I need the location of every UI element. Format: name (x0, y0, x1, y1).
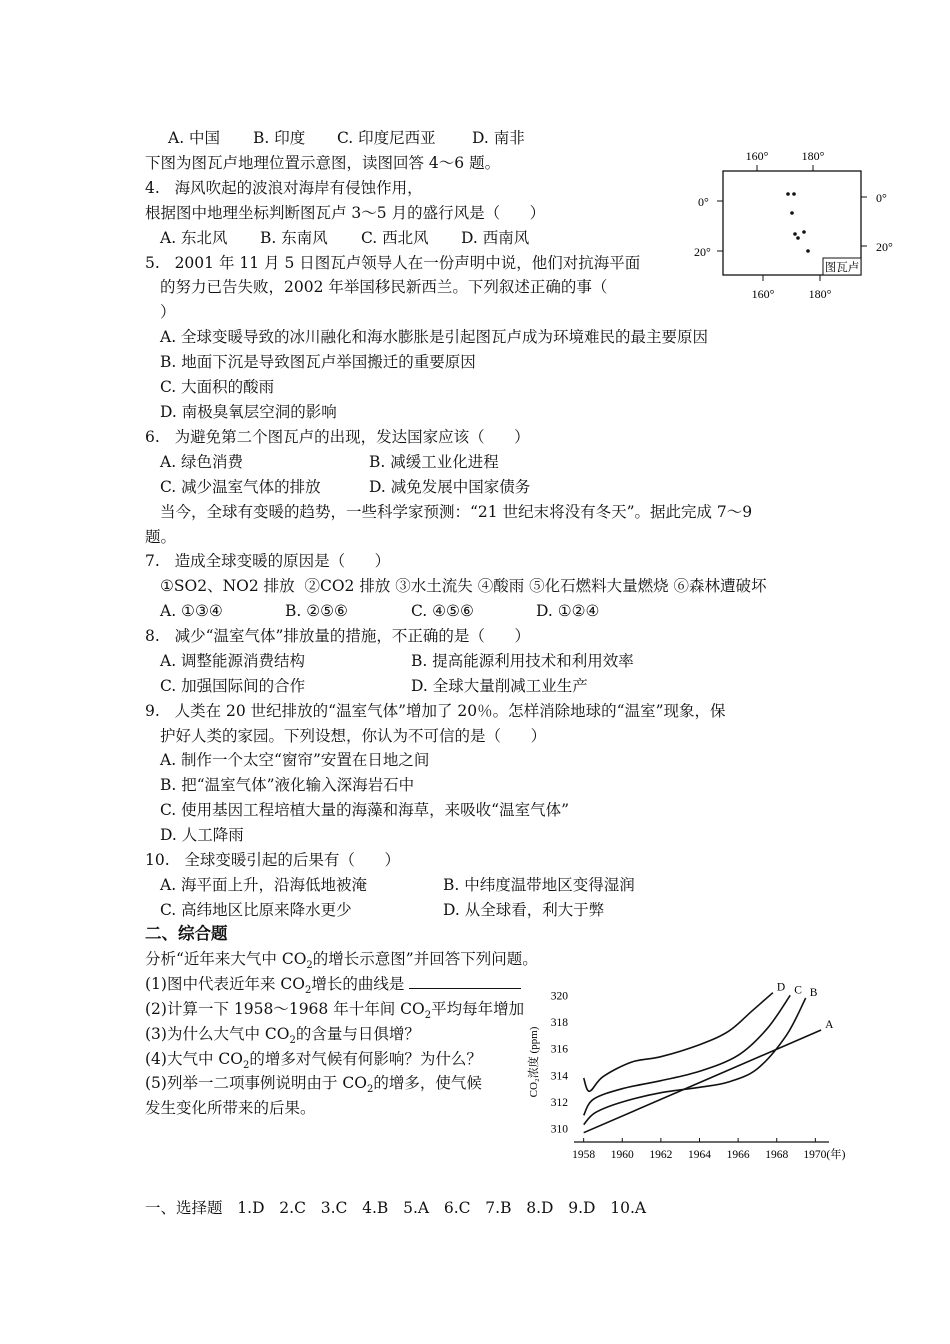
chart-series (584, 993, 821, 1133)
series-line-b (584, 998, 806, 1125)
x-tick-label: 1970(年) (803, 1149, 846, 1161)
island-dot (806, 249, 810, 253)
q3-option-d: D. 南非 (472, 129, 525, 147)
section2-q5: (5)列举一二项事例说明由于 $CO_2$的增多，使气候 (145, 1074, 482, 1096)
q6-option-b: B. 减缓工业化进程 (369, 453, 499, 471)
y-axis-label: CO₂浓度 (ppm) (528, 1026, 540, 1098)
y-tick-label: 314 (550, 1070, 568, 1083)
y-tick-label: 320 (550, 990, 568, 1003)
map-left-label-20: 20° (694, 245, 711, 259)
q6-option-a: A. 绿色消费 (160, 453, 244, 471)
q6-stem: 6. 为避免第二个图瓦卢的出现，发达国家应该（ ） (145, 428, 530, 446)
q5-option-d: D. 南极臭氧层空洞的影响 (160, 403, 337, 421)
map-right-label-20: 20° (876, 240, 893, 254)
q3-option-a: A. 中国 (168, 129, 221, 147)
section2-q2: (2)计算一下 1958～1968 年十年间 $CO_2$平均每年增加 (145, 1000, 525, 1022)
q5-option-c: C. 大面积的酸雨 (160, 378, 275, 396)
q9-option-d: D. 人工降雨 (160, 826, 244, 844)
map-top-label-160: 160° (745, 149, 769, 163)
x-tick-label: 1962 (649, 1149, 673, 1161)
map-bottom-label-180: 180° (808, 287, 832, 301)
q8-option-a: A. 调整能源消费结构 (160, 652, 306, 670)
q5-option-b: B. 地面下沉是导致图瓦卢举国搬迁的重要原因 (160, 353, 476, 371)
q9-line2: 护好人类的家园。下列设想，你认为不可信的是（ ） (160, 727, 547, 745)
section2-q5-line2: 发生变化所带来的后果。 (145, 1099, 316, 1117)
x-tick-label: 1960 (610, 1149, 634, 1161)
q3-option-b: B. 印度 (253, 129, 306, 147)
q10-option-d: D. 从全球看，利大于弊 (443, 901, 605, 919)
intro-7-9-line1: 当今，全球有变暖的趋势，一些科学家预测：“21 世纪末将没有冬天”。据此完成 7～9 (160, 503, 753, 521)
q10-option-b: B. 中纬度温带地区变得湿润 (443, 876, 635, 894)
q7-option-d: D. ①②④ (536, 602, 600, 620)
q9-line1: 9. 人类在 20 世纪排放的“温室气体”增加了 20％。怎样消除地球的“温室”现象，保 (145, 702, 726, 720)
q10-option-c: C. 高纬地区比原来降水更少 (160, 901, 352, 919)
q6-option-c: C. 减少温室气体的排放 (160, 478, 321, 496)
x-tick-label: 1958 (572, 1149, 596, 1161)
section2-q3: (3)为什么大气中 $CO_2$的含量与日俱增？ (145, 1025, 420, 1047)
y-tick-label: 310 (550, 1123, 568, 1136)
island-dot (786, 192, 790, 196)
island-dot (796, 236, 800, 240)
q5-line1: 5. 2001 年 11 月 5 日图瓦卢领导人在一份声明中说，他们对抗海平面 (145, 254, 641, 272)
q10-option-a: A. 海平面上升，沿海低地被淹 (160, 876, 368, 894)
q9-option-c: C. 使用基因工程培植大量的海藻和海草，来吸收“温室气体” (160, 801, 570, 819)
q5-line3: ） (160, 303, 176, 321)
q6-option-d: D. 减免发展中国家债务 (369, 478, 531, 496)
island-dot (790, 211, 794, 215)
y-tick-label: 318 (550, 1017, 568, 1029)
y-tick-label: 312 (550, 1097, 568, 1109)
island-dot (802, 230, 806, 234)
q3-option-c: C. 印度尼西亚 (337, 129, 436, 147)
q4-line1: 4. 海风吹起的波浪对海岸有侵蚀作用， (145, 179, 423, 197)
q5-line2: 的努力已告失败，2002 年举国移民新西兰。下列叙述正确的事（ (160, 278, 608, 296)
island-dot (792, 192, 796, 196)
section2-q1: (1)图中代表近年来 $CO_2$增长的曲线是 (145, 974, 521, 1001)
x-tick-label: 1966 (726, 1149, 750, 1161)
co2-growth-chart (525, 972, 850, 1172)
series-label-d: D (776, 981, 786, 994)
section2-title: 二、综合题 (145, 924, 228, 943)
q4-option-b: B. 东南风 (260, 229, 328, 247)
q4-option-d: D. 西南风 (461, 229, 530, 247)
x-tick-label: 1964 (688, 1149, 711, 1161)
q8-option-c: C. 加强国际间的合作 (160, 677, 306, 695)
series-label-a: A (825, 1019, 834, 1031)
tuvalu-location-map (690, 140, 893, 310)
answer-blank[interactable] (409, 974, 521, 989)
series-label-c: C (794, 984, 802, 997)
intro-7-9-line2: 题。 (145, 528, 177, 546)
q8-option-d: D. 全球大量削减工业生产 (411, 677, 588, 695)
series-label-b: B (809, 987, 818, 999)
section2-intro: 分析“近年来大气中 $CO_2$的增长示意图”并回答下列问题。 (145, 950, 538, 972)
map-left-label-0: 0° (698, 195, 709, 209)
q7-stem: 7. 造成全球变暖的原因是（ ） (145, 552, 391, 570)
q4-option-c: C. 西北风 (361, 229, 429, 247)
series-line-a (584, 1030, 821, 1133)
q7-option-c: C. ④⑤⑥ (411, 602, 474, 620)
q7-option-b: B. ②⑤⑥ (285, 602, 348, 620)
answer-key: 一、选择题 1.D 2.C 3.C 4.B 5.A 6.C 7.B 8.D 9.D 10.A (145, 1199, 647, 1217)
q8-stem: 8. 减少“温室气体”排放量的措施，不正确的是（ ） (145, 627, 530, 645)
chart-axes (574, 1138, 829, 1142)
q7-items: ①SO2、NO2 排放 ②CO2 排放 ③水土流失 ④酸雨 ⑤化石燃料大量燃烧 ⑥森林遭破坏 (160, 577, 767, 595)
series-line-c (584, 995, 791, 1115)
q7-option-a: A. ①③④ (160, 602, 223, 620)
q9-option-a: A. 制作一个太空“窗帘”安置在日地之间 (160, 751, 430, 769)
x-tick-label: 1968 (765, 1149, 789, 1161)
section2-q4: (4)大气中 $CO_2$的增多对气候有何影响？为什么？ (145, 1050, 482, 1072)
map-bottom-label-160: 160° (751, 287, 775, 301)
y-tick-label: 316 (550, 1043, 568, 1056)
q4-option-a: A. 东北风 (160, 229, 228, 247)
q4-line2: 根据图中地理坐标判断图瓦卢 3～5 月的盛行风是（ ） (145, 204, 546, 222)
q8-option-b: B. 提高能源利用技术和利用效率 (411, 652, 634, 670)
map-legend-label: 图瓦卢 (824, 262, 860, 274)
map-right-label-0: 0° (876, 191, 887, 205)
island-dot (793, 232, 797, 236)
q5-option-a: A. 全球变暖导致的冰川融化和海水膨胀是引起图瓦卢成为环境难民的最主要原因 (160, 328, 709, 346)
map-top-label-180: 180° (801, 149, 825, 163)
q10-stem: 10. 全球变暖引起的后果有（ ） (145, 851, 400, 869)
q9-option-b: B. 把“温室气体”液化输入深海岩石中 (160, 776, 415, 794)
intro-4-6: 下图为图瓦卢地理位置示意图，读图回答 4～6 题。 (145, 154, 501, 172)
chart-labels (526, 982, 846, 1161)
